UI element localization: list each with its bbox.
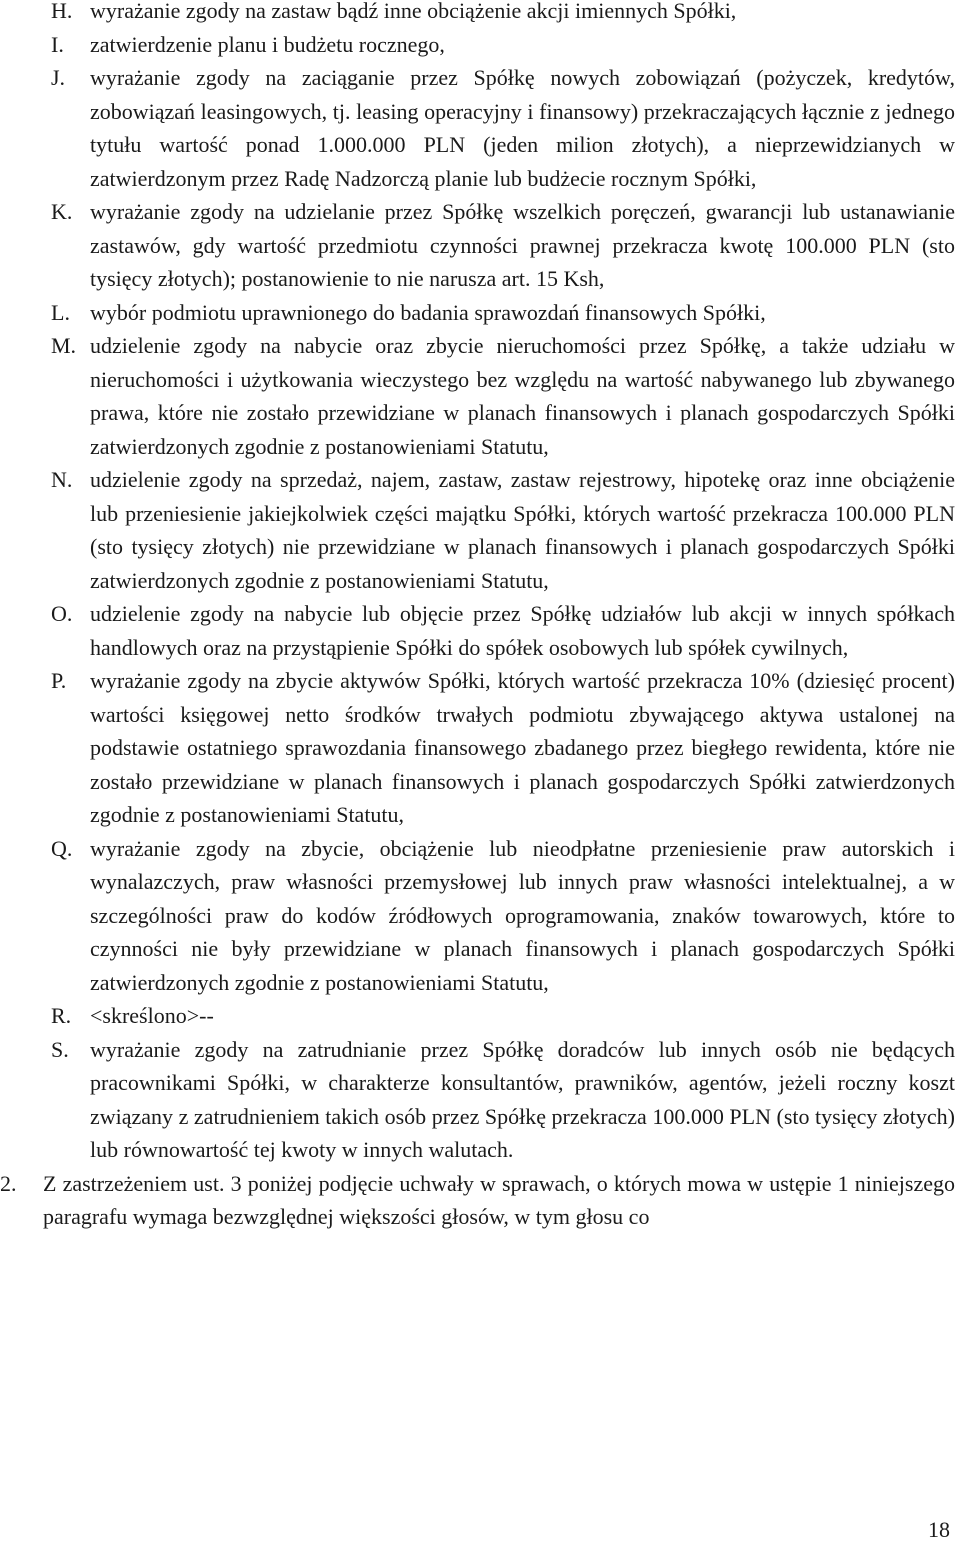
- item-letter: J.: [51, 65, 66, 90]
- item-letter: O.: [51, 601, 73, 626]
- item-text: udzielenie zgody na nabycie oraz zbycie nieruchomości przez Spółkę, a także udziału w nieruchomości i użytkowania wieczystego bez względu na wartość nabywanego lub zbywanego prawa, które nie zostało przewidziane w planach finansowych i planach gospodarczych Spółki zatwierdzonych zgodnie z postanowieniami Statutu,: [90, 333, 955, 459]
- list-item-i: [0, 28, 960, 62]
- paragraph-number: 2.: [0, 1170, 17, 1196]
- item-text: udzielenie zgody na sprzedaż, najem, zastaw, zastaw rejestrowy, hipotekę oraz inne obciążenie lub przeniesienie jakiejkolwiek części majątku Spółki, których wartość przekracza 100.000 PLN (sto tysięcy złotych) nie przewidziane w planach finansowych i planach gospodarczych Spółki zatwierdzonych zgodnie z postanowieniami Statutu,: [90, 467, 955, 593]
- item-letter: M.: [51, 333, 77, 358]
- item-text: wybór podmiotu uprawnionego do badania sprawozdań finansowych Spółki,: [90, 299, 766, 325]
- list-item-l: [0, 296, 960, 330]
- item-text: <skreślono>--: [90, 1003, 214, 1028]
- item-letter: P.: [51, 668, 67, 693]
- list-item-o: [0, 597, 960, 664]
- list-item-s: [0, 1033, 960, 1167]
- item-text: wyrażanie zgody na zbycie, obciążenie lub nieodpłatne przeniesienie praw autorskich i wynalazczych, praw własności przemysłowej lub innych praw własności intelektualnej, a w szczególności praw do kodów źródłowych oprogramowania, znaków towarowych, które to czynności nie były przewidziane w planach finansowych i planach gospodarczych Spółki zatwierdzonych zgodnie z postanowieniami Statutu,: [90, 835, 955, 995]
- item-letter: R.: [51, 1003, 72, 1028]
- item-letter: H.: [51, 0, 73, 23]
- item-text: wyrażanie zgody na zatrudnianie przez Spółkę doradców lub innych osób nie będących pracownikami Spółki, w charakterze konsultantów, prawników, agentów, jeżeli roczny koszt związany z zatrudnieniem takich osób przez Spółkę przekracza 100.000 PLN (sto tysięcy złotych) lub równowartość tej kwoty w innych walutach.: [90, 1036, 955, 1162]
- paragraph-text: Z zastrzeżeniem ust. 3 poniżej podjęcie uchwały w sprawach, o których mowa w ustępie 1 niniejszego paragrafu wymaga bezwzględnej większości głosów, w tym głosu co: [43, 1170, 955, 1229]
- item-text: udzielenie zgody na nabycie lub objęcie przez Spółkę udziałów lub akcji w innych spółkach handlowych oraz na przystąpienie Spółki do spółek osobowych lub spółek cywilnych,: [90, 601, 955, 660]
- item-text: wyrażanie zgody na zastaw bądź inne obciążenie akcji imiennych Spółki,: [90, 0, 737, 23]
- item-letter: Q.: [51, 835, 73, 861]
- numbered-paragraph: [0, 1167, 960, 1234]
- item-letter: L.: [51, 299, 70, 325]
- list-item-k: [0, 195, 960, 296]
- item-letter: I.: [51, 31, 64, 57]
- item-letter: S.: [51, 1036, 69, 1062]
- list-item-n: [0, 463, 960, 597]
- item-text: wyrażanie zgody na zbycie aktywów Spółki, których wartość przekracza 10% (dziesięć procent) wartości księgowej netto środków trwałych podmiotu zbywającego aktywa ustalonej na podstawie ostatniego sprawozdania finansowego zbadanego przez biegłego rewidenta, które nie zostało przewidziane w planach finansowych i planach gospodarczych Spółki zatwierdzonych zgodnie z postanowieniami Statutu,: [90, 668, 955, 827]
- item-letter: K.: [51, 199, 73, 224]
- item-letter: N.: [51, 467, 73, 492]
- item-text: wyrażanie zgody na zaciąganie przez Spółkę nowych zobowiązań (pożyczek, kredytów, zobowiązań leasingowych, tj. leasing operacyjny i finansowy) przekraczających łącznie z jednego tytułu wartość ponad 1.000.000 PLN (jeden milion złotych), a nieprzewidzianych w zatwierdzonym przez Radę Nadzorczą planie lub budżecie rocznym Spółki,: [90, 65, 955, 191]
- list-item-r: [0, 999, 960, 1033]
- item-text: wyrażanie zgody na udzielanie przez Spółkę wszelkich poręczeń, gwarancji lub ustanawianie zastawów, gdy wartość przedmiotu czynności prawnej przekracza kwotę 100.000 PLN (sto tysięcy złotych); postanowienie to nie narusza art. 15 Ksh,: [90, 199, 955, 291]
- item-text: zatwierdzenie planu i budżetu rocznego,: [90, 31, 445, 57]
- list-item-p: [0, 664, 960, 832]
- list-item-q: [0, 832, 960, 1000]
- page-number: 18: [928, 1517, 950, 1542]
- list-item-j: [0, 61, 960, 195]
- list-item-m: [0, 329, 960, 463]
- list-item-h: [0, 0, 960, 28]
